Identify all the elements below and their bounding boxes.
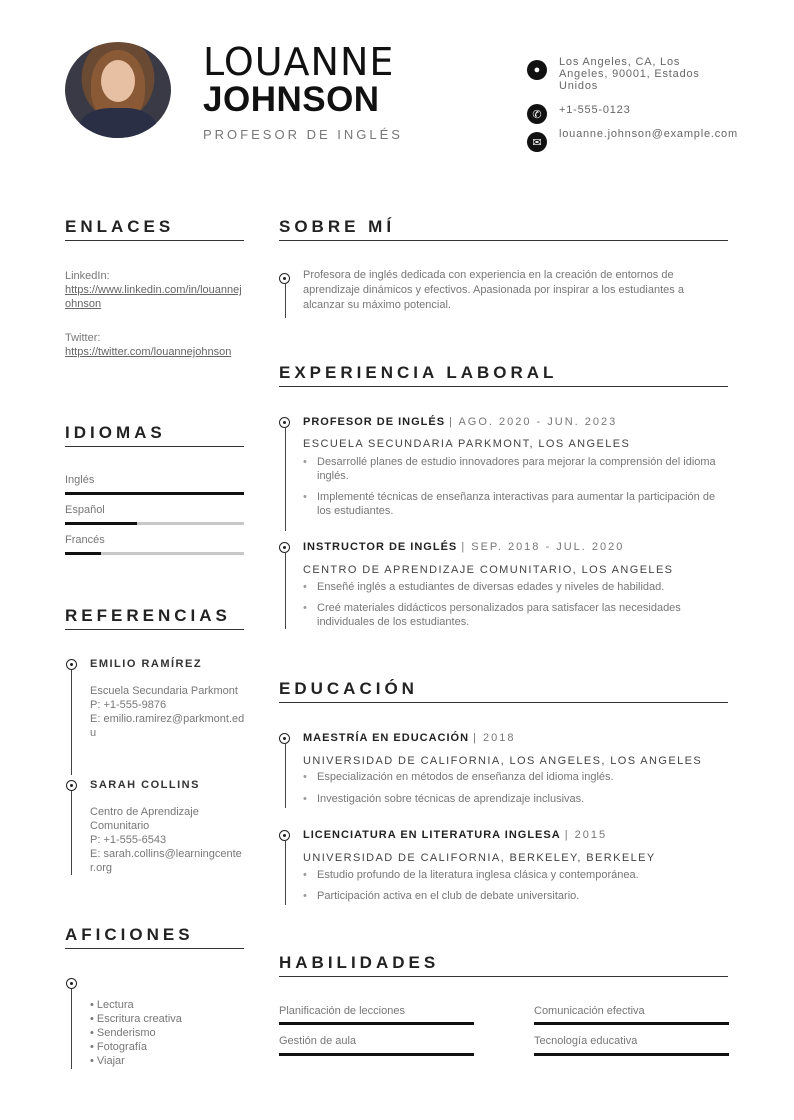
first-name: LOUANNE — [203, 40, 395, 84]
job-title: PROFESOR DE INGLÉS — [203, 127, 403, 142]
job-bullet: • Enseñé inglés a estudiantes de diversas edades y niveles de habilidad. — [303, 580, 723, 594]
location-icon: ● — [527, 60, 547, 80]
timeline-dot — [279, 542, 290, 553]
job-role: INSTRUCTOR DE INGLÉS — [303, 541, 458, 553]
timeline-dot — [66, 780, 77, 791]
job-dates: | SEP. 2018 - JUL. 2020 — [461, 541, 625, 553]
linkedin-link[interactable]: https://www.linkedin.com/in/louannejohnson — [65, 284, 242, 310]
references-heading: REFERENCIAS — [65, 606, 231, 625]
language-name: Español — [65, 504, 105, 516]
degree: MAESTRÍA EN EDUCACIÓN — [303, 732, 470, 744]
hobby-item: • Fotografía — [90, 1041, 148, 1053]
reference-phone: P: +1-555-6543 — [90, 834, 167, 846]
job-bullet: • Desarrollé planes de estudio innovadores para mejorar la comprensión del idioma inglés. — [303, 455, 723, 483]
twitter-link[interactable]: https://twitter.com/louannejohnson — [65, 346, 232, 358]
skills-heading: HABILIDADES — [279, 953, 440, 972]
contact-address — [527, 56, 737, 92]
twitter-block — [65, 331, 245, 359]
about-heading: SOBRE MÍ — [279, 217, 396, 236]
education-heading: EDUCACIÓN — [279, 679, 418, 698]
school: UNIVERSIDAD DE CALIFORNIA, BERKELEY, BERKELEY — [303, 852, 656, 864]
reference-phone: P: +1-555-9876 — [90, 699, 167, 711]
language-level-bar — [65, 522, 244, 525]
timeline-line — [285, 284, 286, 318]
links-heading: ENLACES — [65, 217, 175, 236]
email-icon: ✉ — [527, 132, 547, 152]
timeline-line — [71, 989, 72, 1069]
reference-details — [90, 805, 245, 875]
job-bullet: • Creé materiales didácticos personalizados para satisfacer las necesidades individuales de los estudiantes. — [303, 601, 723, 629]
hobby-item: • Viajar — [90, 1055, 125, 1067]
reference-org: Escuela Secundaria Parkmont — [90, 685, 238, 697]
hobby-item: • Senderismo — [90, 1027, 156, 1039]
divider — [279, 386, 728, 387]
timeline-line — [285, 553, 286, 629]
divider — [279, 240, 728, 241]
timeline-dot — [66, 659, 77, 670]
timeline-line — [285, 841, 286, 905]
job-heading — [303, 416, 617, 428]
linkedin-block — [65, 269, 245, 311]
education-bullet: • Investigación sobre técnicas de aprendizaje inclusivas. — [303, 792, 723, 806]
divider — [279, 976, 728, 977]
address-text: Los Angeles, CA, Los Angeles, 90001, Estados Unidos — [559, 56, 700, 92]
education-bullet: • Participación activa en el club de debate universitario. — [303, 889, 723, 903]
hobbies-heading: AFICIONES — [65, 925, 194, 944]
last-name: JOHNSON — [203, 80, 380, 119]
job-heading — [303, 541, 624, 553]
skill-bar — [534, 1022, 729, 1025]
timeline-line — [71, 670, 72, 775]
education-bullet: • Estudio profundo de la literatura inglesa clásica y contemporánea. — [303, 868, 723, 882]
skill-bar — [279, 1053, 474, 1056]
timeline-dot — [279, 733, 290, 744]
reference-email[interactable]: E: emilio.ramirez@parkmont.edu — [90, 713, 245, 739]
degree-year: | 2015 — [564, 829, 608, 841]
experience-heading: EXPERIENCIA LABORAL — [279, 363, 558, 382]
email-text[interactable]: louanne.johnson@example.com — [559, 128, 738, 140]
hobby-item: • Lectura — [90, 999, 134, 1011]
skill-label: Gestión de aula — [279, 1035, 357, 1047]
language-name: Inglés — [65, 474, 95, 486]
divider — [65, 446, 244, 447]
about-text: Profesora de inglés dedicada con experiencia en la creación de entornos de aprendizaje dinámicos y efectivos. Apasionada por inspirar a los estudiantes a alcanzar su máximo potencial. — [303, 269, 684, 311]
skill-label: Comunicación efectiva — [534, 1005, 645, 1017]
timeline-line — [71, 791, 72, 875]
job-org: CENTRO DE APRENDIZAJE COMUNITARIO, LOS ANGELES — [303, 564, 674, 576]
education-heading-line — [303, 732, 516, 744]
reference-email[interactable]: E: sarah.collins@learningcenter.org — [90, 848, 242, 874]
reference-org: Centro de Aprendizaje Comunitario — [90, 806, 199, 832]
languages-heading: IDIOMAS — [65, 423, 166, 442]
contact-email — [527, 128, 737, 152]
divider — [65, 948, 244, 949]
reference-details — [90, 684, 245, 740]
timeline-line — [285, 744, 286, 808]
degree-year: | 2018 — [473, 732, 516, 744]
skill-bar — [279, 1022, 474, 1025]
profile-photo — [65, 42, 171, 138]
phone-text: +1-555-0123 — [559, 104, 631, 116]
hobby-item: • Escritura creativa — [90, 1013, 182, 1025]
skill-bar — [534, 1053, 729, 1056]
job-role: PROFESOR DE INGLÉS — [303, 416, 446, 428]
timeline-dot — [279, 417, 290, 428]
job-bullet: • Implementé técnicas de enseñanza interactivas para aumentar la participación de los estudiantes. — [303, 490, 723, 518]
education-heading-line — [303, 829, 607, 841]
job-org: ESCUELA SECUNDARIA PARKMONT, LOS ANGELES — [303, 438, 631, 450]
divider — [65, 629, 244, 630]
skill-label: Planificación de lecciones — [279, 1005, 405, 1017]
degree: LICENCIATURA EN LITERATURA INGLESA — [303, 829, 561, 841]
language-level-bar — [65, 552, 244, 555]
timeline-line — [285, 428, 286, 531]
linkedin-label: LinkedIn: — [65, 270, 110, 282]
reference-name: SARAH COLLINS — [90, 779, 200, 791]
skill-label: Tecnología educativa — [534, 1035, 638, 1047]
twitter-label: Twitter: — [65, 332, 101, 344]
education-bullet: • Especialización en métodos de enseñanza del idioma inglés. — [303, 770, 723, 784]
timeline-dot — [279, 273, 290, 284]
timeline-dot — [279, 830, 290, 841]
reference-name: EMILIO RAMÍREZ — [90, 658, 203, 670]
school: UNIVERSIDAD DE CALIFORNIA, LOS ANGELES, LOS ANGELES — [303, 755, 703, 767]
contact-phone — [527, 100, 737, 124]
language-name: Francés — [65, 534, 105, 546]
timeline-dot — [66, 978, 77, 989]
language-level-bar — [65, 492, 244, 495]
phone-icon: ✆ — [527, 104, 547, 124]
divider — [65, 240, 244, 241]
divider — [279, 702, 728, 703]
job-dates: | AGO. 2020 - JUN. 2023 — [449, 416, 618, 428]
